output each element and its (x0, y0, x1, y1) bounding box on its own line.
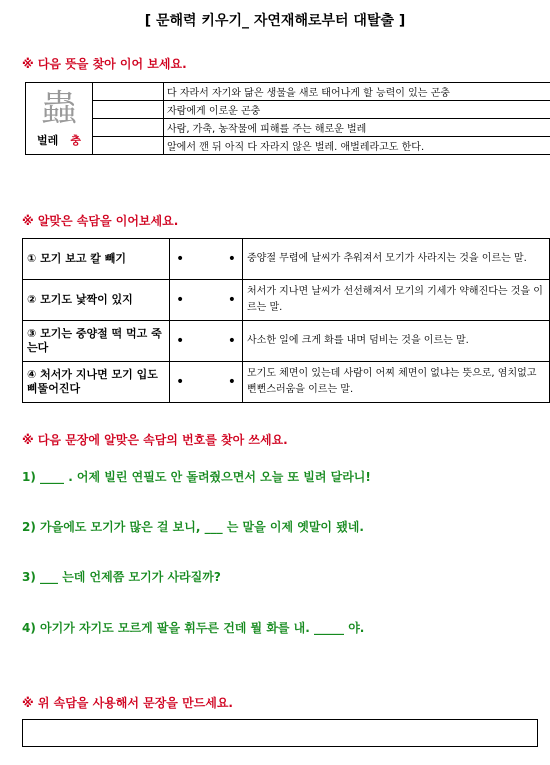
meaning-cell: 자람에게 이로운 곤충 (164, 101, 550, 119)
connector-dot[interactable]: • (227, 374, 236, 390)
connector-dot[interactable]: • (176, 333, 185, 349)
blank-cell[interactable] (93, 83, 164, 101)
hanja-reading: 충 (70, 133, 81, 147)
section1-heading: ※ 다음 뜻을 찾아 이어 보세요. (22, 57, 187, 71)
page-title: [ 문해력 키우기_ 자연재해로부터 대탈출 ] (144, 13, 406, 29)
meaning-cell: 사람, 가축, 농작물에 피해를 주는 해로운 벌레 (164, 119, 550, 137)
proverb-matching-table (22, 238, 550, 403)
connector-dot[interactable]: • (176, 374, 185, 390)
proverb-cell: ① 모기 보고 칼 빼기 (23, 239, 170, 280)
sentence-1: 1) ____ . 어제 빌린 연필도 안 돌려줬으면서 오늘 또 빌려 달라니! (22, 470, 371, 484)
proverb-meaning-cell: 사소한 일에 크게 화를 내며 덤비는 것을 이르는 말. (243, 321, 550, 362)
proverb-meaning-cell: 모기도 체면이 있는데 사람이 어찌 체면이 없냐는 뜻으로, 염치없고 뻔뻔스러움을 이르는 말. (243, 362, 550, 403)
sentence-4: 4) 아기가 자기도 모르게 팔을 휘두른 건데 뭘 화를 내. _____ 야. (22, 621, 365, 635)
connector-cell (170, 362, 243, 403)
proverb-cell: ③ 모기는 중양절 떡 먹고 죽는다 (23, 321, 170, 362)
connector-cell (170, 239, 243, 280)
connector-dot[interactable]: • (176, 251, 185, 267)
connector-dot[interactable]: • (227, 251, 236, 267)
connector-dot[interactable]: • (176, 292, 185, 308)
blank-cell[interactable] (93, 137, 164, 155)
hanja-meaning: 벌레 (37, 133, 59, 147)
proverb-meaning-cell: 중양절 무렵에 날씨가 추워져서 모기가 사라지는 것을 이르는 말. (243, 239, 550, 280)
sentence-3: 3) ___ 는데 언제쯤 모기가 사라질까? (22, 570, 221, 584)
hanja-label (29, 132, 89, 148)
blank-cell[interactable] (93, 101, 164, 119)
meaning-cell: 알에서 깬 뒤 아직 다 자라지 않은 벌레. 애벌레라고도 한다. (164, 137, 550, 155)
section3-heading: ※ 다음 문장에 알맞은 속담의 번호를 찾아 쓰세요. (22, 433, 288, 447)
connector-dot[interactable]: • (227, 333, 236, 349)
section4-heading: ※ 위 속담을 사용해서 문장을 만드세요. (22, 696, 233, 710)
hanja-character: 蟲 (40, 87, 77, 129)
connector-cell (170, 321, 243, 362)
meaning-cell: 다 자라서 자기와 닮은 생물을 새로 태어나게 할 능력이 있는 곤충 (164, 83, 550, 101)
proverb-cell: ② 모기도 낯짝이 있지 (23, 280, 170, 321)
connector-cell (170, 280, 243, 321)
hanja-cell (26, 83, 93, 155)
proverb-meaning-cell: 처서가 지나면 날씨가 선선해져서 모기의 기세가 약해진다는 것을 이르는 말. (243, 280, 550, 321)
answer-box[interactable] (22, 719, 538, 747)
blank-cell[interactable] (93, 119, 164, 137)
connector-dot[interactable]: • (227, 292, 236, 308)
hanja-matching-table (25, 82, 550, 155)
proverb-cell: ④ 처서가 지나면 모기 입도 삐뚤어진다 (23, 362, 170, 403)
section2-heading: ※ 알맞은 속담을 이어보세요. (22, 214, 179, 228)
sentence-2: 2) 가을에도 모기가 많은 걸 보니, ___ 는 말을 이제 옛말이 됐네. (22, 520, 364, 534)
